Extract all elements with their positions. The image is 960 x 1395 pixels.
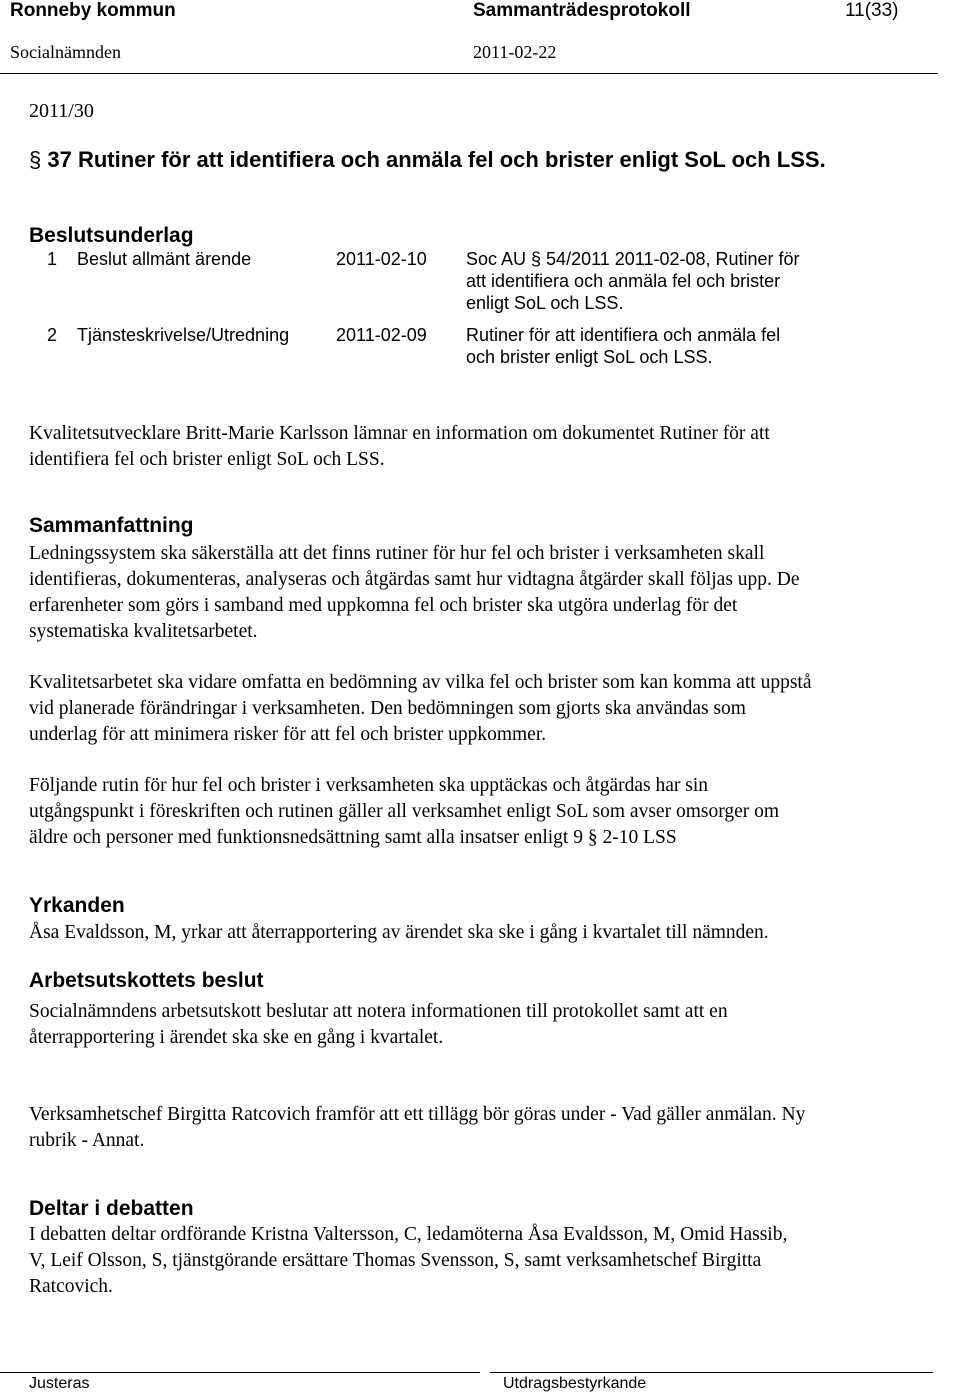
header-rule [0, 73, 938, 74]
text-line: rubrik - Annat. [29, 1130, 145, 1151]
text-line: I debatten deltar ordförande Kristna Valtersson, C, ledamöterna Åsa Evaldsson, M, Omid Hassib, [29, 1224, 788, 1245]
footer-rule-right [490, 1372, 933, 1373]
text-line: Verksamhetschef Birgitta Ratcovich framför att ett tillägg bör göras under - Vad gäller anmälan. Ny [29, 1104, 806, 1125]
underlag-row-1-number: 1 [47, 249, 58, 269]
text-line: äldre och personer med funktionsnedsättning samt alla insatser enligt 9 § 2-10 LSS [29, 827, 677, 848]
item-title-row [29, 147, 826, 173]
description-line: och brister enligt SoL och LSS. [466, 347, 713, 367]
paragraph-sign: § [29, 147, 42, 172]
text-line: erfarenheter som görs i samband med uppkomna fel och brister ska utgöra underlag för det [29, 595, 738, 616]
document-type: Sammanträdesprotokoll [473, 0, 691, 21]
yrkanden-heading: Yrkanden [29, 894, 125, 917]
footer-rule-left [0, 1372, 480, 1373]
underlag-row-2-date: 2011-02-09 [336, 325, 427, 345]
description-line: Soc AU § 54/2011 2011-02-08, Rutiner för [466, 249, 800, 269]
debatt-paragraph [29, 1222, 787, 1300]
text-line: Ratcovich. [29, 1276, 113, 1297]
description-line: att identifiera och anmäla fel och brister [466, 271, 781, 291]
text-line: Socialnämndens arbetsutskott beslutar att notera informationen till protokollet samt att en [29, 1001, 728, 1022]
sammanfattning-paragraph-2 [29, 670, 811, 748]
text-line: V, Leif Olsson, S, tjänstgörande ersättare Thomas Svensson, S, samt verksamhetschef Birgitta [29, 1250, 762, 1271]
beslutsunderlag-heading: Beslutsunderlag [29, 224, 194, 247]
text-line: systematiska kvalitetsarbetet. [29, 621, 258, 642]
item-title: Rutiner för att identifiera och anmäla fel och brister enligt SoL och LSS. [77, 147, 826, 172]
yrkanden-paragraph [29, 920, 769, 946]
underlag-row-1-type: Beslut allmänt ärende [77, 249, 252, 269]
underlag-row-1-description [466, 248, 800, 314]
page-number: 11(33) [845, 0, 899, 21]
municipality-name: Ronneby kommun [10, 0, 176, 21]
text-line: vid planerade förändringar i verksamheten. Den bedömningen som gjorts ska användas som [29, 698, 746, 719]
text-line: Följande rutin för hur fel och brister i verksamheten ska upptäckas och åtgärdas har sin [29, 775, 709, 796]
footer-justeras: Justeras [29, 1375, 90, 1392]
text-line: Kvalitetsutvecklare Britt-Marie Karlsson lämnar en information om dokumentet Rutiner för att [29, 423, 770, 444]
underlag-row-2-type: Tjänsteskrivelse/Utredning [77, 325, 290, 345]
text-line: underlag för att minimera risker för att fel och brister uppkommer. [29, 724, 547, 745]
text-line: Ledningssystem ska säkerställa att det finns rutiner för hur fel och brister i verksamheten skall [29, 543, 765, 564]
au-beslut-paragraph [29, 999, 728, 1051]
sammanfattning-paragraph-1 [29, 541, 800, 645]
sammanfattning-heading: Sammanfattning [29, 514, 194, 537]
underlag-row-2-number: 2 [47, 325, 58, 345]
description-line: Rutiner för att identifiera och anmäla fel [466, 325, 781, 345]
footer-utdragsbestyrkande: Utdragsbestyrkande [503, 1375, 647, 1392]
meeting-date: 2011-02-22 [473, 42, 557, 62]
verksamhetschef-paragraph [29, 1102, 805, 1154]
au-beslut-heading: Arbetsutskottets beslut [29, 969, 264, 992]
sammanfattning-paragraph-3 [29, 773, 779, 851]
item-number: 37 [47, 147, 72, 172]
description-line: enligt SoL och LSS. [466, 293, 624, 313]
underlag-row-2-description [466, 324, 780, 368]
text-line: Kvalitetsarbetet ska vidare omfatta en bedömning av vilka fel och brister som kan komma att uppstå [29, 672, 812, 693]
text-line: Åsa Evaldsson, M, yrkar att återrapportering av ärendet ska ske i gång i kvartalet till nämnden. [29, 922, 769, 943]
case-number: 2011/30 [29, 100, 94, 122]
text-line: identifieras, dokumenteras, analyseras och åtgärdas samt hur vidtagna åtgärder skall följas upp. De [29, 569, 800, 590]
committee-name: Socialnämnden [10, 42, 121, 62]
text-line: återrapportering i ärendet ska ske en gång i kvartalet. [29, 1027, 444, 1048]
intro-paragraph [29, 421, 770, 473]
debatt-heading: Deltar i debatten [29, 1197, 194, 1220]
text-line: utgångspunkt i föreskriften och rutinen gäller all verksamhet enligt SoL som avser omsorger om [29, 801, 780, 822]
text-line: identifiera fel och brister enligt SoL och LSS. [29, 449, 385, 470]
underlag-row-1-date: 2011-02-10 [336, 249, 427, 269]
